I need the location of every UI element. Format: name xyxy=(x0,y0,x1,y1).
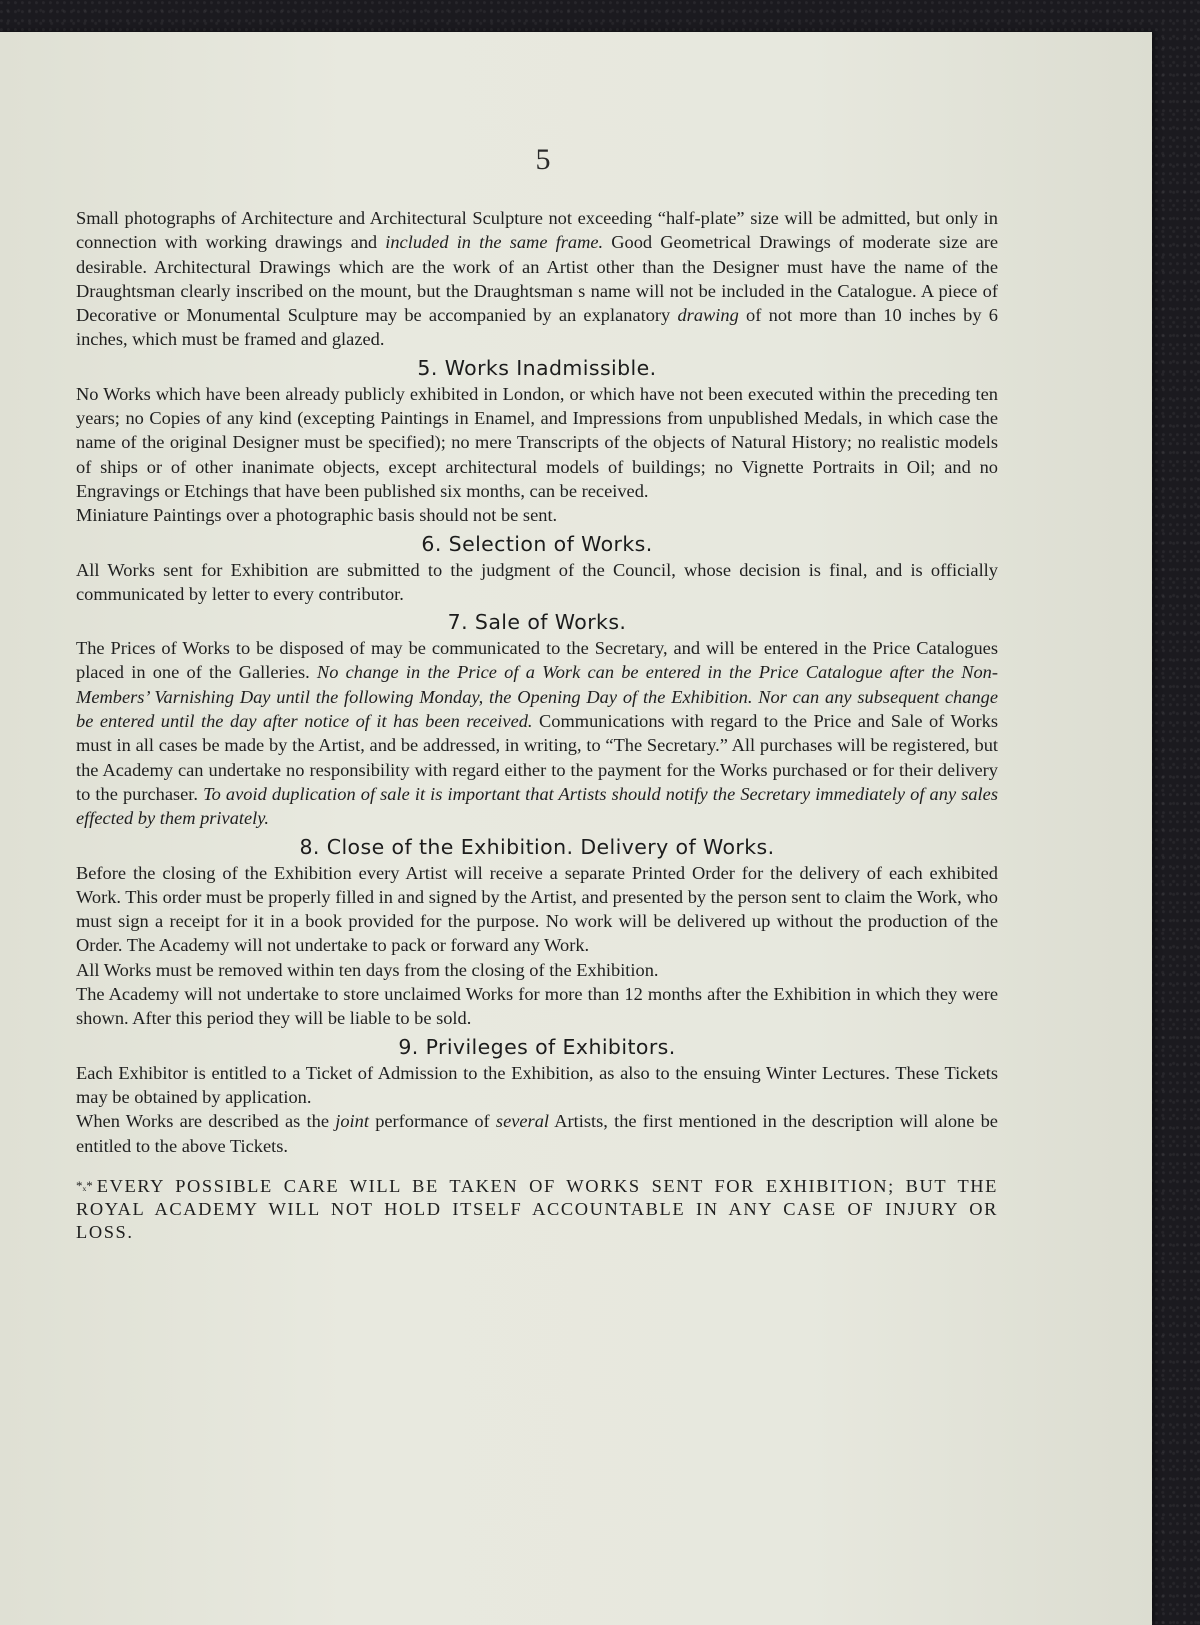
selection-of-works-paragraph: All Works sent for Exhibition are submitted to the judgment of the Council, whose decision is final, and is officially communicated by letter to every contributor. xyxy=(76,559,998,604)
joint-text-1: When Works are described as the xyxy=(76,1111,336,1132)
page-content xyxy=(76,140,998,1244)
joint-performance-paragraph xyxy=(76,1109,998,1158)
section-heading-privileges: 9. Privileges of Exhibitors. xyxy=(398,1034,676,1059)
asterism-mark: *ₓ* xyxy=(76,1177,93,1193)
printed-page xyxy=(0,32,1152,1625)
liability-notice-text: EVERY POSSIBLE CARE WILL BE TAKEN OF WORKS SENT FOR EXHIBITION; BUT THE ROYAL ACADEMY WILL NOT HOLD ITSELF ACCOUNTABLE IN ANY CASE OF INJURY OR LOSS. xyxy=(76,1175,998,1242)
section-heading-sale-of-works: 7. Sale of Works. xyxy=(447,610,627,635)
sale-text-2: Communications with regard to the Price and Sale of Works must in all cases be made by the Artist, and be addressed, in writing, to “The Secretary.” All purchases will be registered, but the Academy can undertake no responsibility with regard either to the payment for the Works purchased or for their delivery to the purchaser. xyxy=(76,711,999,804)
tickets-paragraph: Each Exhibitor is entitled to a Ticket of Admission to the Exhibition, as also to the ensuing Winter Lectures. These Tickets may be obtained by application. xyxy=(76,1062,998,1107)
section-heading-works-inadmissible: 5. Works Inadmissible. xyxy=(417,355,657,380)
removal-paragraph: All Works must be removed within ten days from the closing of the Exhibition. xyxy=(76,959,659,980)
joint-text-2: performance of xyxy=(368,1111,496,1132)
joint-text-3: Artists, the first mentioned in the description will alone be entitled to the above Tickets. xyxy=(76,1111,998,1156)
architecture-paragraph xyxy=(76,206,998,352)
page-number: 5 xyxy=(535,143,551,176)
intro-text-2: Good Geometrical Drawings of moderate size are desirable. Architectural Drawings which are the work of an Artist other than the Designer must have the name of the Draughtsman clearly inscribed on the mount, but the Draughtsman s name will not be included in the Catalogue. A piece of Decorative or Monumental Sculpture may be accompanied by an explanatory xyxy=(76,232,998,326)
joint-italic-1: joint xyxy=(335,1111,369,1132)
section-heading-selection-of-works: 6. Selection of Works. xyxy=(421,531,653,556)
intro-italic-2: drawing xyxy=(677,305,739,326)
liability-notice xyxy=(76,1174,998,1244)
section-heading-close-of-exhibition: 8. Close of the Exhibition. Delivery of Works. xyxy=(299,834,775,859)
joint-italic-2: several xyxy=(495,1111,550,1132)
sale-italic-1: No change in the Price of a Work can be entered in the Price Catalogue after the Non-Members’ Varnishing Day until the following Monday, the Opening Day of the Exhibition. Nor can any subsequent change be entered until the day after notice of it has been received. xyxy=(76,662,998,732)
intro-text-3: of not more than 10 inches by 6 inches, which must be framed and glazed. xyxy=(76,305,998,350)
miniature-paintings-paragraph: Miniature Paintings over a photographic basis should not be sent. xyxy=(76,505,558,526)
intro-text-1: Small photographs of Architecture and Architectural Sculpture not exceeding “half-plate” size will be admitted, but only in connection with working drawings and xyxy=(76,208,998,253)
works-inadmissible-paragraph: No Works which have been already publicly exhibited in London, or which have not been executed within the preceding ten years; no Copies of any kind (excepting Paintings in Enamel, and Impressions from unpublished Medals, in which case the name of the original Designer must be specified); no mere Transcripts of the objects of Natural History; no realistic models of ships or of other inanimate objects, except architectural models of buildings; no Vignette Portraits in Oil; and no Engravings or Etchings that have been published six months, can be received. xyxy=(76,383,998,501)
unclaimed-works-paragraph: The Academy will not undertake to store unclaimed Works for more than 12 months after the Exhibition in which they were shown. After this period they will be liable to be sold. xyxy=(76,984,998,1029)
intro-italic-1: included in the same frame. xyxy=(385,232,604,253)
delivery-order-paragraph: Before the closing of the Exhibition every Artist will receive a separate Printed Order for the delivery of each exhibited Work. This order must be properly filled in and signed by the Artist, and presented by the person sent to claim the Work, who must sign a receipt for it in a book provided for the purpose. No work will be delivered up without the production of the Order. The Academy will not undertake to pack or forward any Work. xyxy=(76,862,998,956)
sale-of-works-paragraph xyxy=(76,636,998,830)
sale-italic-2: To avoid duplication of sale it is important that Artists should notify the Secretary immediately of any sales effected by them privately. xyxy=(76,783,998,829)
sale-text-1: The Prices of Works to be disposed of may be communicated to the Secretary, and will be entered in the Price Catalogues placed in one of the Galleries. xyxy=(76,638,998,683)
